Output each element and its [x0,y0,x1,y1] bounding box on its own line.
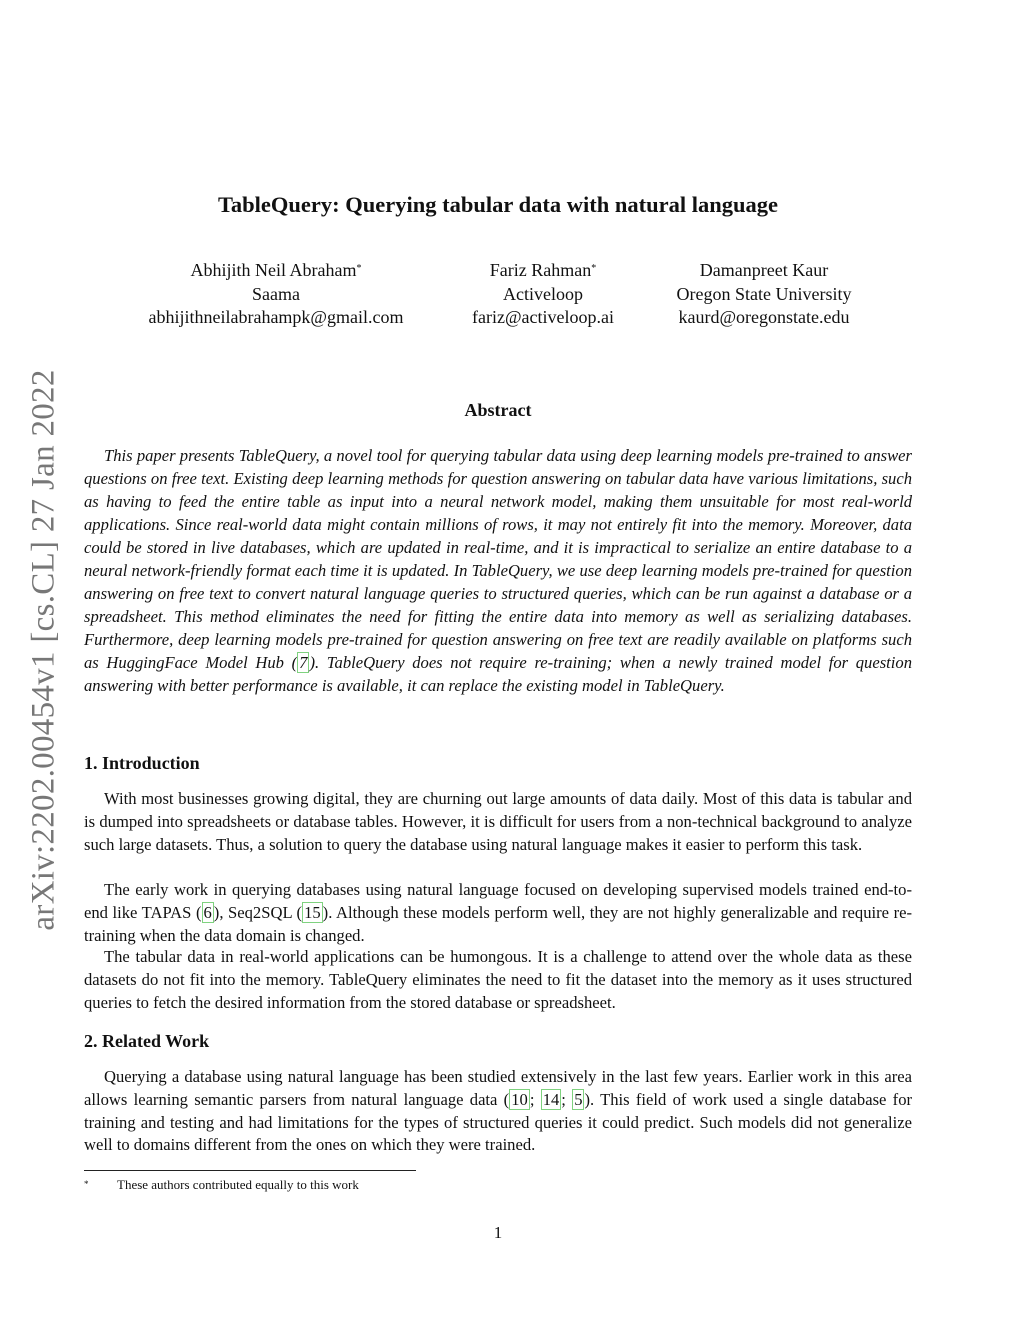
author-email: kaurd@oregonstate.edu [678,307,850,327]
author-affiliation: Activeloop [503,283,583,304]
paragraph-text-part: Querying a database using natural language has been studied extensively in the last few years. Earlier work in this area allows learning semantic parsers from natural language data ( [84,1067,912,1109]
citation-link[interactable]: 14 [542,1089,560,1109]
author-affiliation: Oregon State University [676,283,852,304]
footnote-text: These authors contributed equally to this work [117,1177,359,1192]
paragraph-text-part: ). This field of work used a single database for training and testing and had limitations for the types of structured queries it could predict. Such models did not generalize well to domains different from the ones on which they were trained. [84,1089,913,1155]
paper-title: TableQuery: Querying tabular data with natural language [217,192,779,217]
author-email: fariz@activeloop.ai [471,307,614,327]
citation-link[interactable]: 5 [574,1089,583,1109]
citation-separator: ; [529,1089,541,1109]
paragraph-text-part: ), Seq2SQL ( [213,902,303,922]
related-work-paragraph [84,1066,912,1157]
author-email: abhijithneilabrahampk@gmail.com [148,307,404,327]
abstract-text-part: ). TableQuery does not require re-training; when a newly trained model for question answering with better performance is available, it can replace the existing model in TableQuery. [84,653,912,695]
author-block [657,259,871,330]
author-name-line [130,259,422,283]
citation-link[interactable]: 6 [203,902,212,922]
page-number: 1 [493,1223,503,1242]
arxiv-identifier-stamp: arXiv:2202.00454v1 [cs.CL] 27 Jan 2022 [25,369,62,931]
paragraph-text-part: The early work in querying databases using natural language focused on developing supervised models trained end-to-end like TAPAS ( [84,880,912,922]
author-name: Abhijith Neil Abraham [190,260,357,280]
footnote [84,1177,359,1193]
author-name: Fariz Rahman [489,260,592,280]
introduction-paragraph [84,879,912,947]
author-name-line [657,259,871,283]
author-affiliation: Saama [252,283,300,304]
abstract-text [84,444,912,697]
introduction-paragraph: The tabular data in real-world applications can be humongous. It is a challenge to attend over the whole data as these datasets do not fit into the memory. TableQuery eliminates the need to fit the dataset into the memory as it uses structured queries to fetch the desired information from the stored database or spreadsheet. [84,947,912,1012]
citation-separator: ; [561,1089,573,1109]
citation-link[interactable]: 15 [304,902,321,922]
equal-contribution-mark: * [356,263,362,274]
author-name: Damanpreet Kaur [699,260,829,280]
paragraph-text-part: ). Although these models perform well, they are not highly generalizable and require re-training when the data domain is changed. [84,902,912,945]
equal-contribution-mark: * [591,263,597,274]
citation-link[interactable]: 7 [299,653,308,672]
introduction-paragraph: With most businesses growing digital, they are churning out large amounts of data daily. Most of this data is tabular and is dumped into spreadsheets or database tables. However, it is difficult for users from a non-technical background to analyze such large datasets. Thus, a solution to query the database using natural language makes it easier to perform this task. [84,789,912,854]
author-name-line [450,259,636,283]
abstract-heading: Abstract [464,400,532,420]
author-block [450,259,636,330]
author-block [130,259,422,330]
footnote-divider [84,1170,416,1171]
section-heading-related-work: 2. Related Work [84,1031,210,1051]
section-heading-introduction: 1. Introduction [84,753,200,773]
abstract-text-part: This paper presents TableQuery, a novel tool for querying tabular data using deep learning models pre-trained to answer questions on free text. Existing deep learning methods for question answering on tabular data have various limitations, such as having to feed the entire table as input into a neural network model, making them unsuitable for most real-world applications. Since real-world data might contain millions of rows, it may not entirely fit into the memory. Moreover, data could be stored in live databases, which are updated in real-time, and it is impractical to serialize an entire database to a neural network-friendly format each time it is updated. In TableQuery, we use deep learning models pre-trained for question answering on free text to convert natural language queries to structured queries, which can be run against a database or a spreadsheet. This method eliminates the need for fitting the entire data into memory as well as serializing databases. Furthermore, deep learning models pre-trained for question answering on free text are readily available on platforms such as HuggingFace Model Hub ( [84,446,912,672]
footnote-mark: * [84,1179,89,1189]
citation-link[interactable]: 10 [511,1089,528,1109]
